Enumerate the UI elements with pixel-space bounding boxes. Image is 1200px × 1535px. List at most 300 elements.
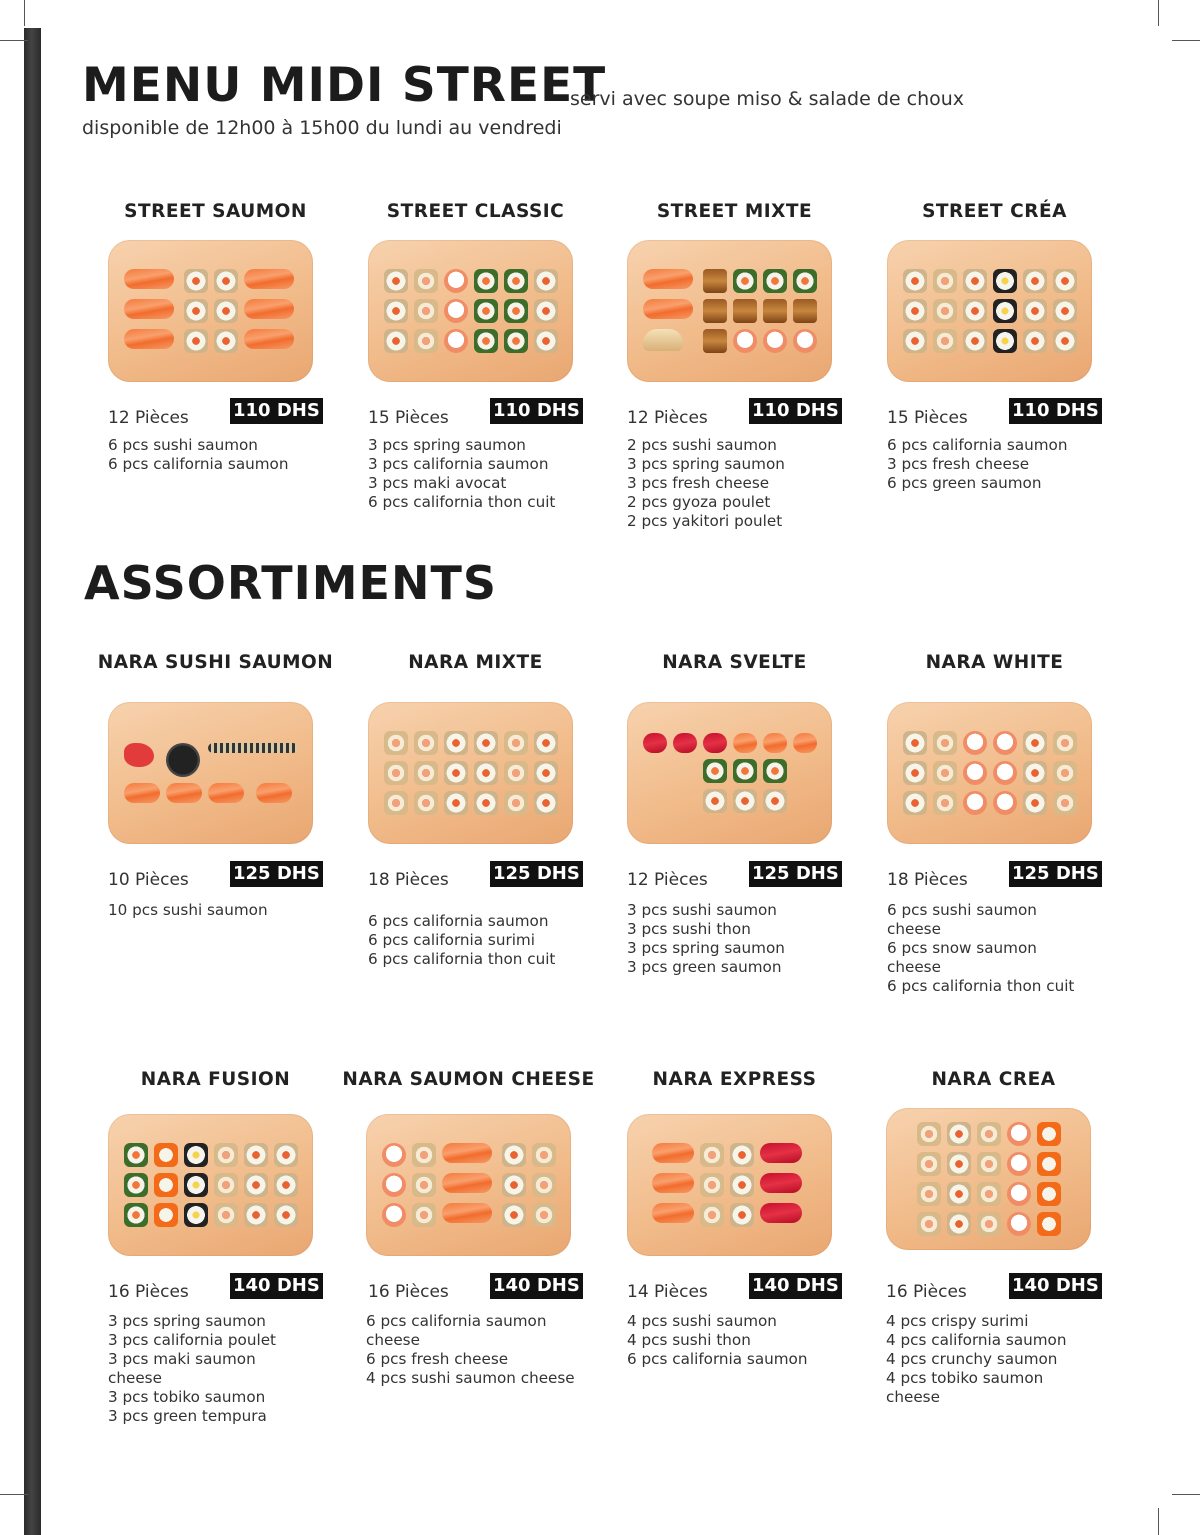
item-line: 6 pcs california saumon — [368, 912, 549, 930]
item-line: 4 pcs sushi saumon cheese — [366, 1369, 575, 1387]
item-line: 6 pcs california thon cuit — [368, 493, 556, 511]
sushi-piece — [414, 791, 438, 815]
sushi-piece — [643, 733, 667, 753]
item-list — [368, 912, 593, 969]
sushi-piece — [993, 731, 1017, 755]
price-badge: 140 DHS — [749, 1273, 842, 1299]
sushi-piece — [214, 1173, 238, 1197]
sushi-piece — [947, 1182, 971, 1206]
page-subtitle: servi avec soupe miso & salade de choux — [570, 88, 965, 110]
sushi-piece — [124, 269, 174, 289]
price-badge: 110 DHS — [490, 398, 583, 424]
sushi-piece — [214, 1143, 238, 1167]
sushi-piece — [703, 299, 727, 323]
sushi-piece — [166, 783, 202, 803]
crop-mark — [0, 1494, 28, 1495]
sushi-piece — [977, 1182, 1001, 1206]
item-line: 6 pcs california saumon — [108, 455, 289, 473]
menu-card-name: STREET CLASSIC — [386, 201, 565, 222]
menu-card-name: NARA CREA — [931, 1069, 1056, 1090]
sushi-piece — [184, 1143, 208, 1167]
sushi-piece — [1053, 791, 1077, 815]
sushi-piece — [534, 269, 558, 293]
item-line: 6 pcs california saumon cheese — [366, 1312, 547, 1349]
sushi-board-image — [368, 702, 573, 844]
sushi-piece — [733, 299, 757, 323]
sushi-piece — [532, 1203, 556, 1227]
item-line: 3 pcs spring saumon — [108, 1312, 266, 1330]
piece-count: 15 Pièces — [887, 408, 968, 428]
sushi-piece — [124, 329, 174, 349]
sushi-piece — [763, 733, 787, 753]
sushi-piece — [963, 329, 987, 353]
sushi-piece — [1023, 329, 1047, 353]
sushi-piece — [442, 1203, 492, 1223]
menu-card-name: NARA SUSHI SAUMON — [97, 652, 334, 673]
sushi-piece — [933, 269, 957, 293]
sushi-piece — [154, 1143, 178, 1167]
sushi-piece — [502, 1173, 526, 1197]
piece-count: 15 Pièces — [368, 408, 449, 428]
sushi-piece — [793, 299, 817, 323]
sushi-piece — [166, 743, 200, 777]
board-spacer — [643, 759, 667, 783]
piece-count: 16 Pièces — [368, 1282, 449, 1302]
sushi-piece — [184, 299, 208, 323]
item-line: 6 pcs green saumon — [887, 474, 1042, 492]
crop-mark — [24, 0, 25, 26]
sushi-piece — [700, 1173, 724, 1197]
item-list — [887, 436, 1112, 493]
sushi-piece — [474, 791, 498, 815]
sushi-board-image — [887, 240, 1092, 382]
sushi-piece — [244, 329, 294, 349]
sushi-piece — [214, 329, 238, 353]
sushi-piece — [244, 269, 294, 289]
sushi-piece — [760, 1143, 802, 1163]
sushi-piece — [384, 269, 408, 293]
menu-card-name: NARA FUSION — [140, 1069, 291, 1090]
sushi-piece — [703, 789, 727, 813]
sushi-piece — [444, 299, 468, 323]
sushi-piece — [733, 329, 757, 353]
item-line: 3 pcs green tempura — [108, 1407, 267, 1425]
sushi-piece — [244, 1143, 268, 1167]
sushi-piece — [993, 329, 1017, 353]
sushi-piece — [444, 791, 468, 815]
page-edge-bar — [24, 28, 41, 1535]
sushi-piece — [1053, 269, 1077, 293]
sushi-piece — [154, 1203, 178, 1227]
item-line: 6 pcs california thon cuit — [368, 950, 556, 968]
sushi-piece — [1023, 269, 1047, 293]
sushi-piece — [532, 1173, 556, 1197]
menu-card-name: NARA EXPRESS — [652, 1069, 817, 1090]
item-line: 3 pcs fresh cheese — [627, 474, 770, 492]
menu-card-name: NARA SAUMON CHEESE — [342, 1069, 595, 1090]
item-line: 6 pcs california saumon — [627, 1350, 808, 1368]
sushi-piece — [474, 761, 498, 785]
item-line: 4 pcs sushi saumon — [627, 1312, 777, 1330]
item-list — [108, 436, 333, 474]
sushi-piece — [256, 783, 292, 803]
crop-mark — [1172, 1494, 1200, 1495]
sushi-piece — [703, 269, 727, 293]
sushi-piece — [534, 761, 558, 785]
sushi-piece — [963, 269, 987, 293]
sushi-piece — [917, 1212, 941, 1236]
sushi-piece — [703, 329, 727, 353]
sushi-board-image — [108, 240, 313, 382]
sushi-board-image — [627, 240, 832, 382]
sushi-piece — [963, 731, 987, 755]
item-list — [108, 1312, 308, 1426]
sushi-piece — [414, 329, 438, 353]
sushi-piece — [1037, 1152, 1061, 1176]
sushi-piece — [384, 329, 408, 353]
item-line: 4 pcs crispy surimi — [886, 1312, 1029, 1330]
crop-mark — [1158, 1508, 1159, 1535]
item-line: 3 pcs spring saumon — [368, 436, 526, 454]
sushi-piece — [700, 1203, 724, 1227]
sushi-piece — [382, 1143, 406, 1167]
sushi-piece — [504, 329, 528, 353]
sushi-piece — [763, 269, 787, 293]
sushi-board-image — [627, 1114, 832, 1256]
sushi-piece — [1037, 1182, 1061, 1206]
sushi-piece — [414, 299, 438, 323]
sushi-piece — [124, 1143, 148, 1167]
sushi-piece — [933, 791, 957, 815]
sushi-piece — [947, 1212, 971, 1236]
sushi-piece — [673, 733, 697, 753]
item-line: 3 pcs tobiko saumon — [108, 1388, 266, 1406]
sushi-piece — [502, 1143, 526, 1167]
sushi-piece — [733, 759, 757, 783]
item-line: 2 pcs gyoza poulet — [627, 493, 771, 511]
sushi-piece — [933, 731, 957, 755]
sushi-piece — [382, 1173, 406, 1197]
sushi-piece — [733, 789, 757, 813]
sushi-piece — [444, 329, 468, 353]
board-spacer — [793, 759, 817, 783]
item-line: 4 pcs tobiko saumon cheese — [886, 1369, 1044, 1406]
board-spacer — [673, 759, 697, 783]
item-line: 3 pcs sushi saumon — [627, 901, 777, 919]
item-line: 6 pcs sushi saumon — [108, 436, 258, 454]
item-line: 3 pcs maki avocat — [368, 474, 507, 492]
sushi-piece — [532, 1143, 556, 1167]
item-line: 6 pcs california thon cuit — [887, 977, 1075, 995]
sushi-piece — [977, 1212, 1001, 1236]
menu-card-name: STREET CRÉA — [922, 201, 1067, 222]
sushi-board-image — [366, 1114, 571, 1256]
sushi-piece — [274, 1173, 298, 1197]
page-title: MENU MIDI STREET — [82, 58, 607, 113]
sushi-piece — [933, 329, 957, 353]
item-line: 6 pcs snow saumon cheese — [887, 939, 1037, 976]
sushi-piece — [504, 791, 528, 815]
sushi-piece — [760, 1173, 802, 1193]
price-badge: 125 DHS — [1009, 861, 1102, 887]
sushi-piece — [274, 1143, 298, 1167]
piece-count: 16 Pièces — [108, 1282, 189, 1302]
price-badge: 110 DHS — [230, 398, 323, 424]
sushi-board-image — [886, 1108, 1091, 1250]
sushi-board-image — [887, 702, 1092, 844]
sushi-piece — [903, 299, 927, 323]
price-badge: 140 DHS — [490, 1273, 583, 1299]
piece-count: 12 Pièces — [108, 408, 189, 428]
sushi-piece — [963, 791, 987, 815]
sushi-piece — [504, 299, 528, 323]
sushi-piece — [184, 269, 208, 293]
sushi-piece — [643, 269, 693, 289]
item-list — [887, 901, 1087, 996]
availability-note: disponible de 12h00 à 15h00 du lundi au vendredi — [82, 117, 562, 139]
sushi-piece — [730, 1203, 754, 1227]
menu-card-name: STREET SAUMON — [124, 201, 307, 222]
sushi-piece — [760, 1203, 802, 1223]
sushi-piece — [1053, 731, 1077, 755]
menu-card-name: NARA SVELTE — [662, 652, 807, 673]
sushi-piece — [244, 299, 294, 319]
sushi-piece — [763, 329, 787, 353]
sushi-piece — [124, 743, 154, 767]
item-list — [108, 901, 333, 920]
sushi-board-image — [108, 702, 313, 844]
sushi-piece — [652, 1143, 694, 1163]
sushi-piece — [474, 329, 498, 353]
sushi-piece — [652, 1173, 694, 1193]
sushi-piece — [947, 1152, 971, 1176]
price-badge: 110 DHS — [749, 398, 842, 424]
sushi-piece — [963, 761, 987, 785]
sushi-piece — [917, 1182, 941, 1206]
item-line: 2 pcs sushi saumon — [627, 436, 777, 454]
sushi-piece — [1023, 731, 1047, 755]
item-line: 6 pcs fresh cheese — [366, 1350, 509, 1368]
sushi-piece — [763, 759, 787, 783]
menu-card-name: STREET MIXTE — [656, 201, 813, 222]
item-line: 10 pcs sushi saumon — [108, 901, 268, 919]
sushi-piece — [733, 733, 757, 753]
sushi-piece — [963, 299, 987, 323]
sushi-piece — [730, 1143, 754, 1167]
board-spacer — [673, 789, 697, 813]
sushi-piece — [534, 299, 558, 323]
item-line: 3 pcs california saumon — [368, 455, 549, 473]
sushi-piece — [643, 329, 683, 351]
sushi-piece — [1007, 1212, 1031, 1236]
sushi-piece — [414, 269, 438, 293]
sushi-piece — [1007, 1152, 1031, 1176]
piece-count: 12 Pièces — [627, 870, 708, 890]
piece-count: 16 Pièces — [886, 1282, 967, 1302]
sushi-piece — [382, 1203, 406, 1227]
sushi-piece — [993, 761, 1017, 785]
sushi-piece — [1007, 1182, 1031, 1206]
crop-mark — [0, 40, 28, 41]
section-title-assortiments: ASSORTIMENTS — [84, 556, 497, 610]
piece-count: 12 Pièces — [627, 408, 708, 428]
item-line: 3 pcs sushi thon — [627, 920, 751, 938]
sushi-piece — [244, 1173, 268, 1197]
item-line: 4 pcs california saumon — [886, 1331, 1067, 1349]
sushi-piece — [703, 733, 727, 753]
item-line: 3 pcs fresh cheese — [887, 455, 1030, 473]
item-line: 6 pcs california surimi — [368, 931, 535, 949]
sushi-piece — [793, 733, 817, 753]
sushi-piece — [444, 269, 468, 293]
sushi-piece — [444, 761, 468, 785]
sushi-piece — [917, 1152, 941, 1176]
sushi-piece — [274, 1203, 298, 1227]
sushi-piece — [903, 329, 927, 353]
sushi-piece — [442, 1143, 492, 1163]
sushi-piece — [903, 761, 927, 785]
sushi-piece — [414, 731, 438, 755]
item-line: 4 pcs crunchy saumon — [886, 1350, 1058, 1368]
sushi-piece — [474, 299, 498, 323]
sushi-piece — [384, 791, 408, 815]
sushi-piece — [977, 1152, 1001, 1176]
sushi-piece — [763, 789, 787, 813]
menu-card-name: NARA WHITE — [925, 652, 1064, 673]
sushi-piece — [474, 269, 498, 293]
piece-count: 18 Pièces — [887, 870, 968, 890]
sushi-piece — [1053, 299, 1077, 323]
piece-count: 10 Pièces — [108, 870, 189, 890]
item-list — [366, 1312, 586, 1388]
item-line: 3 pcs spring saumon — [627, 939, 785, 957]
item-line: 2 pcs yakitori poulet — [627, 512, 783, 530]
sushi-piece — [208, 743, 298, 753]
sushi-piece — [154, 1173, 178, 1197]
sushi-piece — [643, 299, 693, 319]
sushi-piece — [1053, 761, 1077, 785]
sushi-piece — [793, 269, 817, 293]
piece-count: 18 Pièces — [368, 870, 449, 890]
sushi-piece — [504, 731, 528, 755]
sushi-piece — [763, 299, 787, 323]
sushi-piece — [412, 1173, 436, 1197]
sushi-piece — [700, 1143, 724, 1167]
sushi-piece — [534, 329, 558, 353]
sushi-piece — [793, 329, 817, 353]
sushi-piece — [184, 329, 208, 353]
sushi-board-image — [368, 240, 573, 382]
sushi-piece — [1023, 791, 1047, 815]
sushi-piece — [903, 269, 927, 293]
sushi-piece — [993, 269, 1017, 293]
sushi-piece — [214, 1203, 238, 1227]
sushi-piece — [993, 791, 1017, 815]
board-spacer — [643, 789, 667, 813]
board-spacer — [793, 789, 817, 813]
sushi-piece — [184, 1173, 208, 1197]
sushi-piece — [652, 1203, 694, 1223]
sushi-piece — [124, 299, 174, 319]
item-list — [886, 1312, 1086, 1407]
sushi-piece — [124, 1173, 148, 1197]
sushi-piece — [977, 1122, 1001, 1146]
sushi-piece — [1007, 1122, 1031, 1146]
sushi-piece — [474, 731, 498, 755]
sushi-piece — [1037, 1212, 1061, 1236]
sushi-piece — [504, 269, 528, 293]
sushi-piece — [214, 269, 238, 293]
sushi-piece — [1037, 1122, 1061, 1146]
price-badge: 125 DHS — [230, 861, 323, 887]
price-badge: 125 DHS — [749, 861, 842, 887]
sushi-piece — [534, 791, 558, 815]
sushi-piece — [993, 299, 1017, 323]
sushi-piece — [947, 1122, 971, 1146]
price-badge: 140 DHS — [1009, 1273, 1102, 1299]
sushi-piece — [444, 731, 468, 755]
sushi-piece — [504, 761, 528, 785]
menu-card-name: NARA MIXTE — [408, 652, 543, 673]
sushi-piece — [442, 1173, 492, 1193]
sushi-piece — [244, 1203, 268, 1227]
sushi-piece — [933, 761, 957, 785]
sushi-piece — [933, 299, 957, 323]
sushi-piece — [384, 731, 408, 755]
sushi-piece — [384, 299, 408, 323]
item-list — [627, 901, 852, 977]
sushi-piece — [917, 1122, 941, 1146]
sushi-piece — [534, 731, 558, 755]
price-badge: 140 DHS — [230, 1273, 323, 1299]
crop-mark — [1172, 40, 1200, 41]
sushi-piece — [903, 791, 927, 815]
sushi-piece — [733, 269, 757, 293]
item-line: 6 pcs california saumon — [887, 436, 1068, 454]
sushi-piece — [412, 1203, 436, 1227]
sushi-piece — [903, 731, 927, 755]
sushi-piece — [1023, 761, 1047, 785]
crop-mark — [1158, 0, 1159, 26]
sushi-piece — [730, 1173, 754, 1197]
sushi-piece — [124, 783, 160, 803]
sushi-piece — [502, 1203, 526, 1227]
sushi-piece — [184, 1203, 208, 1227]
sushi-piece — [214, 299, 238, 323]
item-line: 3 pcs california poulet — [108, 1331, 276, 1349]
price-badge: 125 DHS — [490, 861, 583, 887]
piece-count: 14 Pièces — [627, 1282, 708, 1302]
item-line: 3 pcs spring saumon — [627, 455, 785, 473]
sushi-piece — [1023, 299, 1047, 323]
sushi-board-image — [627, 702, 832, 844]
sushi-piece — [208, 783, 244, 803]
sushi-board-image — [108, 1114, 313, 1256]
sushi-piece — [124, 1203, 148, 1227]
item-list — [627, 436, 852, 531]
item-list — [368, 436, 593, 512]
sushi-piece — [412, 1143, 436, 1167]
item-list — [627, 1312, 852, 1369]
sushi-piece — [384, 761, 408, 785]
sushi-piece — [703, 759, 727, 783]
price-badge: 110 DHS — [1009, 398, 1102, 424]
item-line: 3 pcs maki saumon cheese — [108, 1350, 256, 1387]
item-line: 6 pcs sushi saumon cheese — [887, 901, 1037, 938]
item-line: 4 pcs sushi thon — [627, 1331, 751, 1349]
sushi-piece — [414, 761, 438, 785]
sushi-piece — [1053, 329, 1077, 353]
